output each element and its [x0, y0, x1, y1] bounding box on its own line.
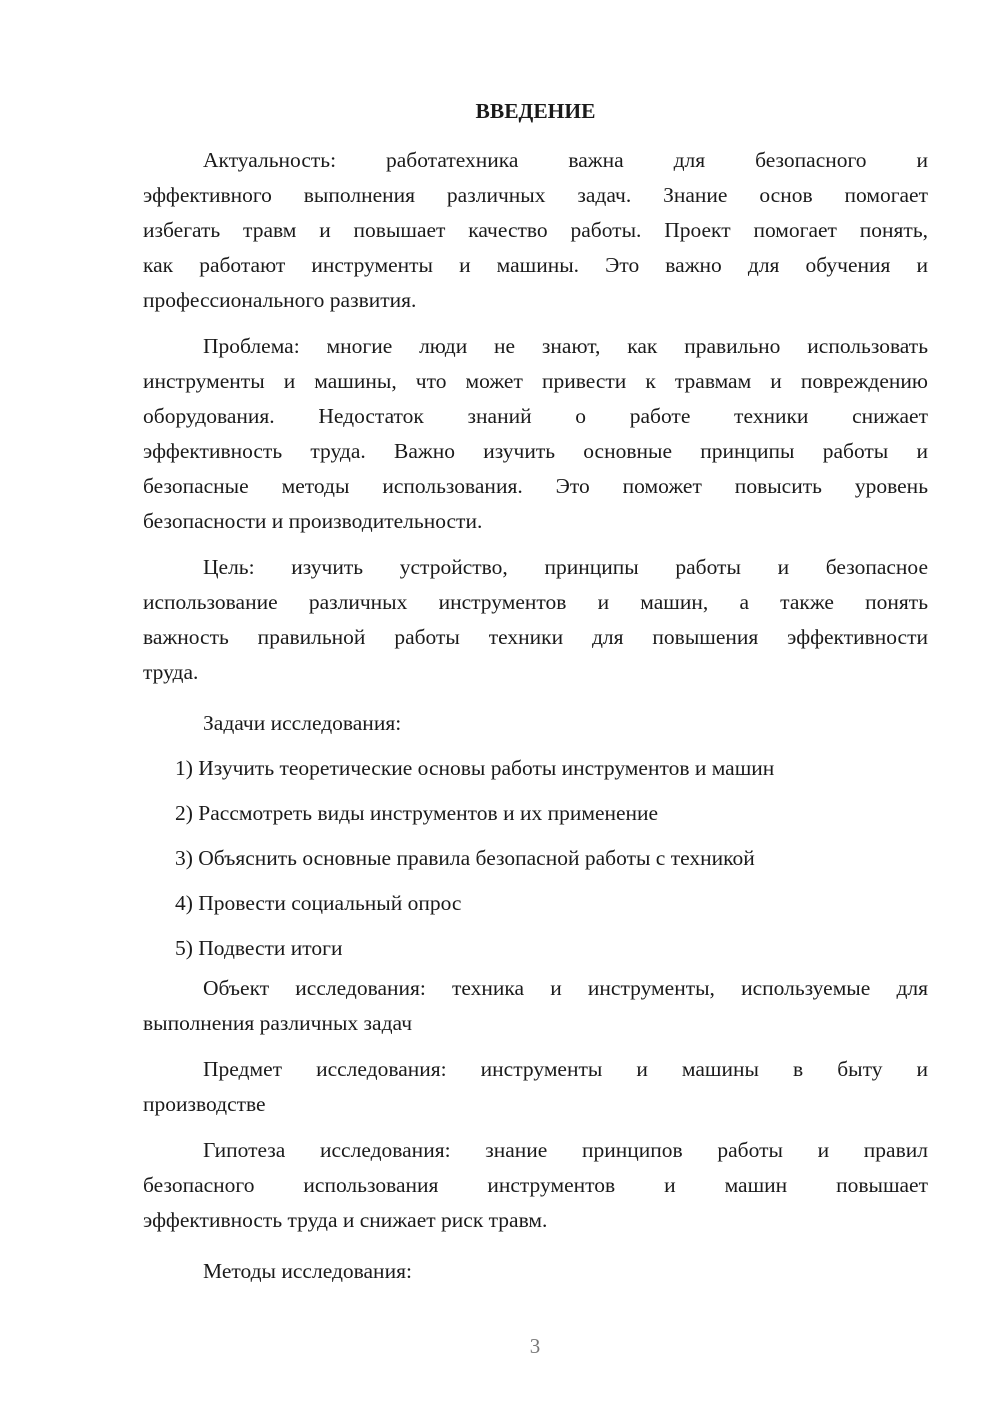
list-item: 3) Объяснить основные правила безопасной работы с техникой — [175, 846, 755, 870]
text-line: безопасного использования инструментов и машин повышает — [143, 1173, 928, 1197]
text-line: как работают инструменты и машины. Это важно для обучения и — [143, 253, 928, 277]
text-line: профессионального развития. — [143, 288, 417, 312]
page-number: 3 — [529, 1334, 541, 1358]
text-line: труда. — [143, 660, 199, 684]
paragraph — [143, 145, 928, 320]
text-line: оборудования. Недостаток знаний о работе техники снижает — [143, 404, 928, 428]
text-line: Гипотеза исследования: знание принципов работы и правил — [203, 1138, 928, 1162]
text-line: Проблема: многие люди не знают, как правильно использовать — [203, 334, 928, 358]
paragraph — [143, 552, 928, 692]
text-line: безопасности и производительности. — [143, 509, 483, 533]
text-line: выполнения различных задач — [143, 1011, 413, 1035]
subheading: Задачи исследования: — [203, 711, 402, 735]
document-body — [143, 145, 928, 1296]
subheading: Методы исследования: — [203, 1259, 412, 1283]
text-line: Предмет исследования: инструменты и машины в быту и — [203, 1057, 928, 1081]
paragraph — [143, 331, 928, 541]
text-line: эффективность труда и снижает риск травм. — [143, 1208, 548, 1232]
list-item: 2) Рассмотреть виды инструментов и их применение — [175, 801, 659, 825]
paragraph — [143, 1135, 928, 1240]
list-item: 1) Изучить теоретические основы работы инструментов и машин — [175, 756, 775, 780]
text-line: избегать травм и повышает качество работы. Проект помогает понять, — [143, 218, 928, 242]
text-line: Актуальность: работатехника важна для безопасного и — [203, 148, 928, 172]
text-line: Объект исследования: техника и инструменты, используемые для — [203, 976, 928, 1000]
paragraph — [143, 1054, 928, 1124]
text-line: важность правильной работы техники для повышения эффективности — [143, 625, 928, 649]
list-item: 4) Провести социальный опрос — [175, 891, 462, 915]
text-line: производстве — [143, 1092, 266, 1116]
text-line: использование различных инструментов и машин, а также понять — [143, 590, 928, 614]
text-line: безопасные методы использования. Это поможет повысить уровень — [143, 474, 928, 498]
text-line: инструменты и машины, что может привести к травмам и повреждению — [143, 369, 928, 393]
text-line: эффективность труда. Важно изучить основные принципы работы и — [143, 439, 928, 463]
paragraph — [143, 973, 928, 1043]
text-line: Цель: изучить устройство, принципы работы и безопасное — [203, 555, 928, 579]
text-line: эффективного выполнения различных задач. Знание основ помогает — [143, 183, 928, 207]
section-title: ВВЕДЕНИЕ — [475, 99, 596, 123]
list-item: 5) Подвести итоги — [175, 936, 343, 960]
